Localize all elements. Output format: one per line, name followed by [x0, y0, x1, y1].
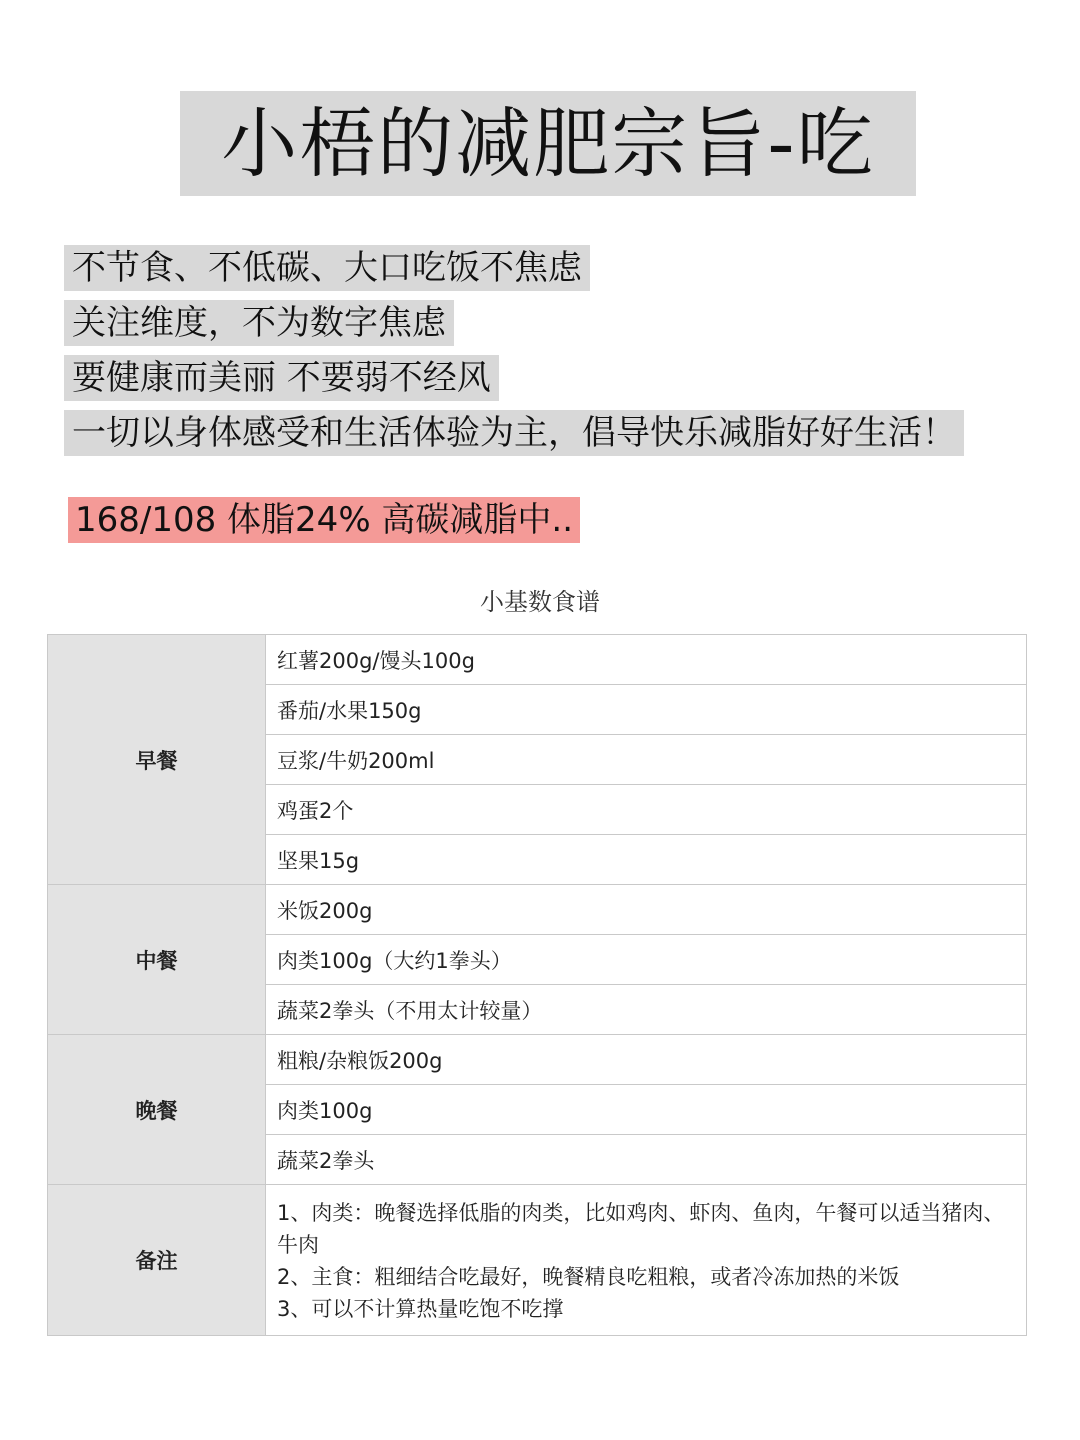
category-breakfast: 早餐 — [48, 635, 266, 885]
table-row — [48, 635, 1027, 685]
note-line: 2、主食：粗细结合吃最好，晚餐精良吃粗粮，或者冷冻加热的米饭 — [277, 1265, 900, 1289]
meal-item: 肉类100g — [266, 1085, 1027, 1135]
motto-block — [64, 245, 964, 465]
note-line: 3、可以不计算热量吃饱不吃撑 — [277, 1297, 564, 1321]
motto-line: 关注维度，不为数字焦虑 — [64, 300, 454, 346]
motto-line: 不节食、不低碳、大口吃饭不焦虑 — [64, 245, 590, 291]
note-line: 1、肉类：晚餐选择低脂的肉类，比如鸡肉、虾肉、鱼肉，午餐可以适当猪肉、牛肉 — [277, 1201, 1005, 1257]
title-highlight — [180, 91, 916, 196]
meal-item: 番茄/水果150g — [266, 685, 1027, 735]
meal-item: 肉类100g（大约1拳头） — [266, 935, 1027, 985]
notes-cell — [266, 1185, 1027, 1336]
meal-item: 坚果15g — [266, 835, 1027, 885]
category-notes: 备注 — [48, 1185, 266, 1336]
table-row — [48, 1185, 1027, 1336]
meal-item: 粗粮/杂粮饭200g — [266, 1035, 1027, 1085]
meal-item: 蔬菜2拳头 — [266, 1135, 1027, 1185]
meal-item: 鸡蛋2个 — [266, 785, 1027, 835]
table-row — [48, 885, 1027, 935]
table-caption: 小基数食谱 — [480, 588, 600, 616]
motto-line: 一切以身体感受和生活体验为主，倡导快乐减脂好好生活！ — [64, 410, 964, 456]
page-title: 小梧的减肥宗旨-吃 — [221, 98, 875, 188]
body-stats-badge: 168/108 体脂24% 高碳减脂中.. — [68, 497, 580, 543]
meal-item: 米饭200g — [266, 885, 1027, 935]
category-lunch: 中餐 — [48, 885, 266, 1035]
category-dinner: 晚餐 — [48, 1035, 266, 1185]
motto-line: 要健康而美丽 不要弱不经风 — [64, 355, 499, 401]
meal-item: 蔬菜2拳头（不用太计较量） — [266, 985, 1027, 1035]
table-row — [48, 1035, 1027, 1085]
meal-item: 红薯200g/馒头100g — [266, 635, 1027, 685]
meal-plan-table — [47, 634, 1027, 1336]
meal-item: 豆浆/牛奶200ml — [266, 735, 1027, 785]
